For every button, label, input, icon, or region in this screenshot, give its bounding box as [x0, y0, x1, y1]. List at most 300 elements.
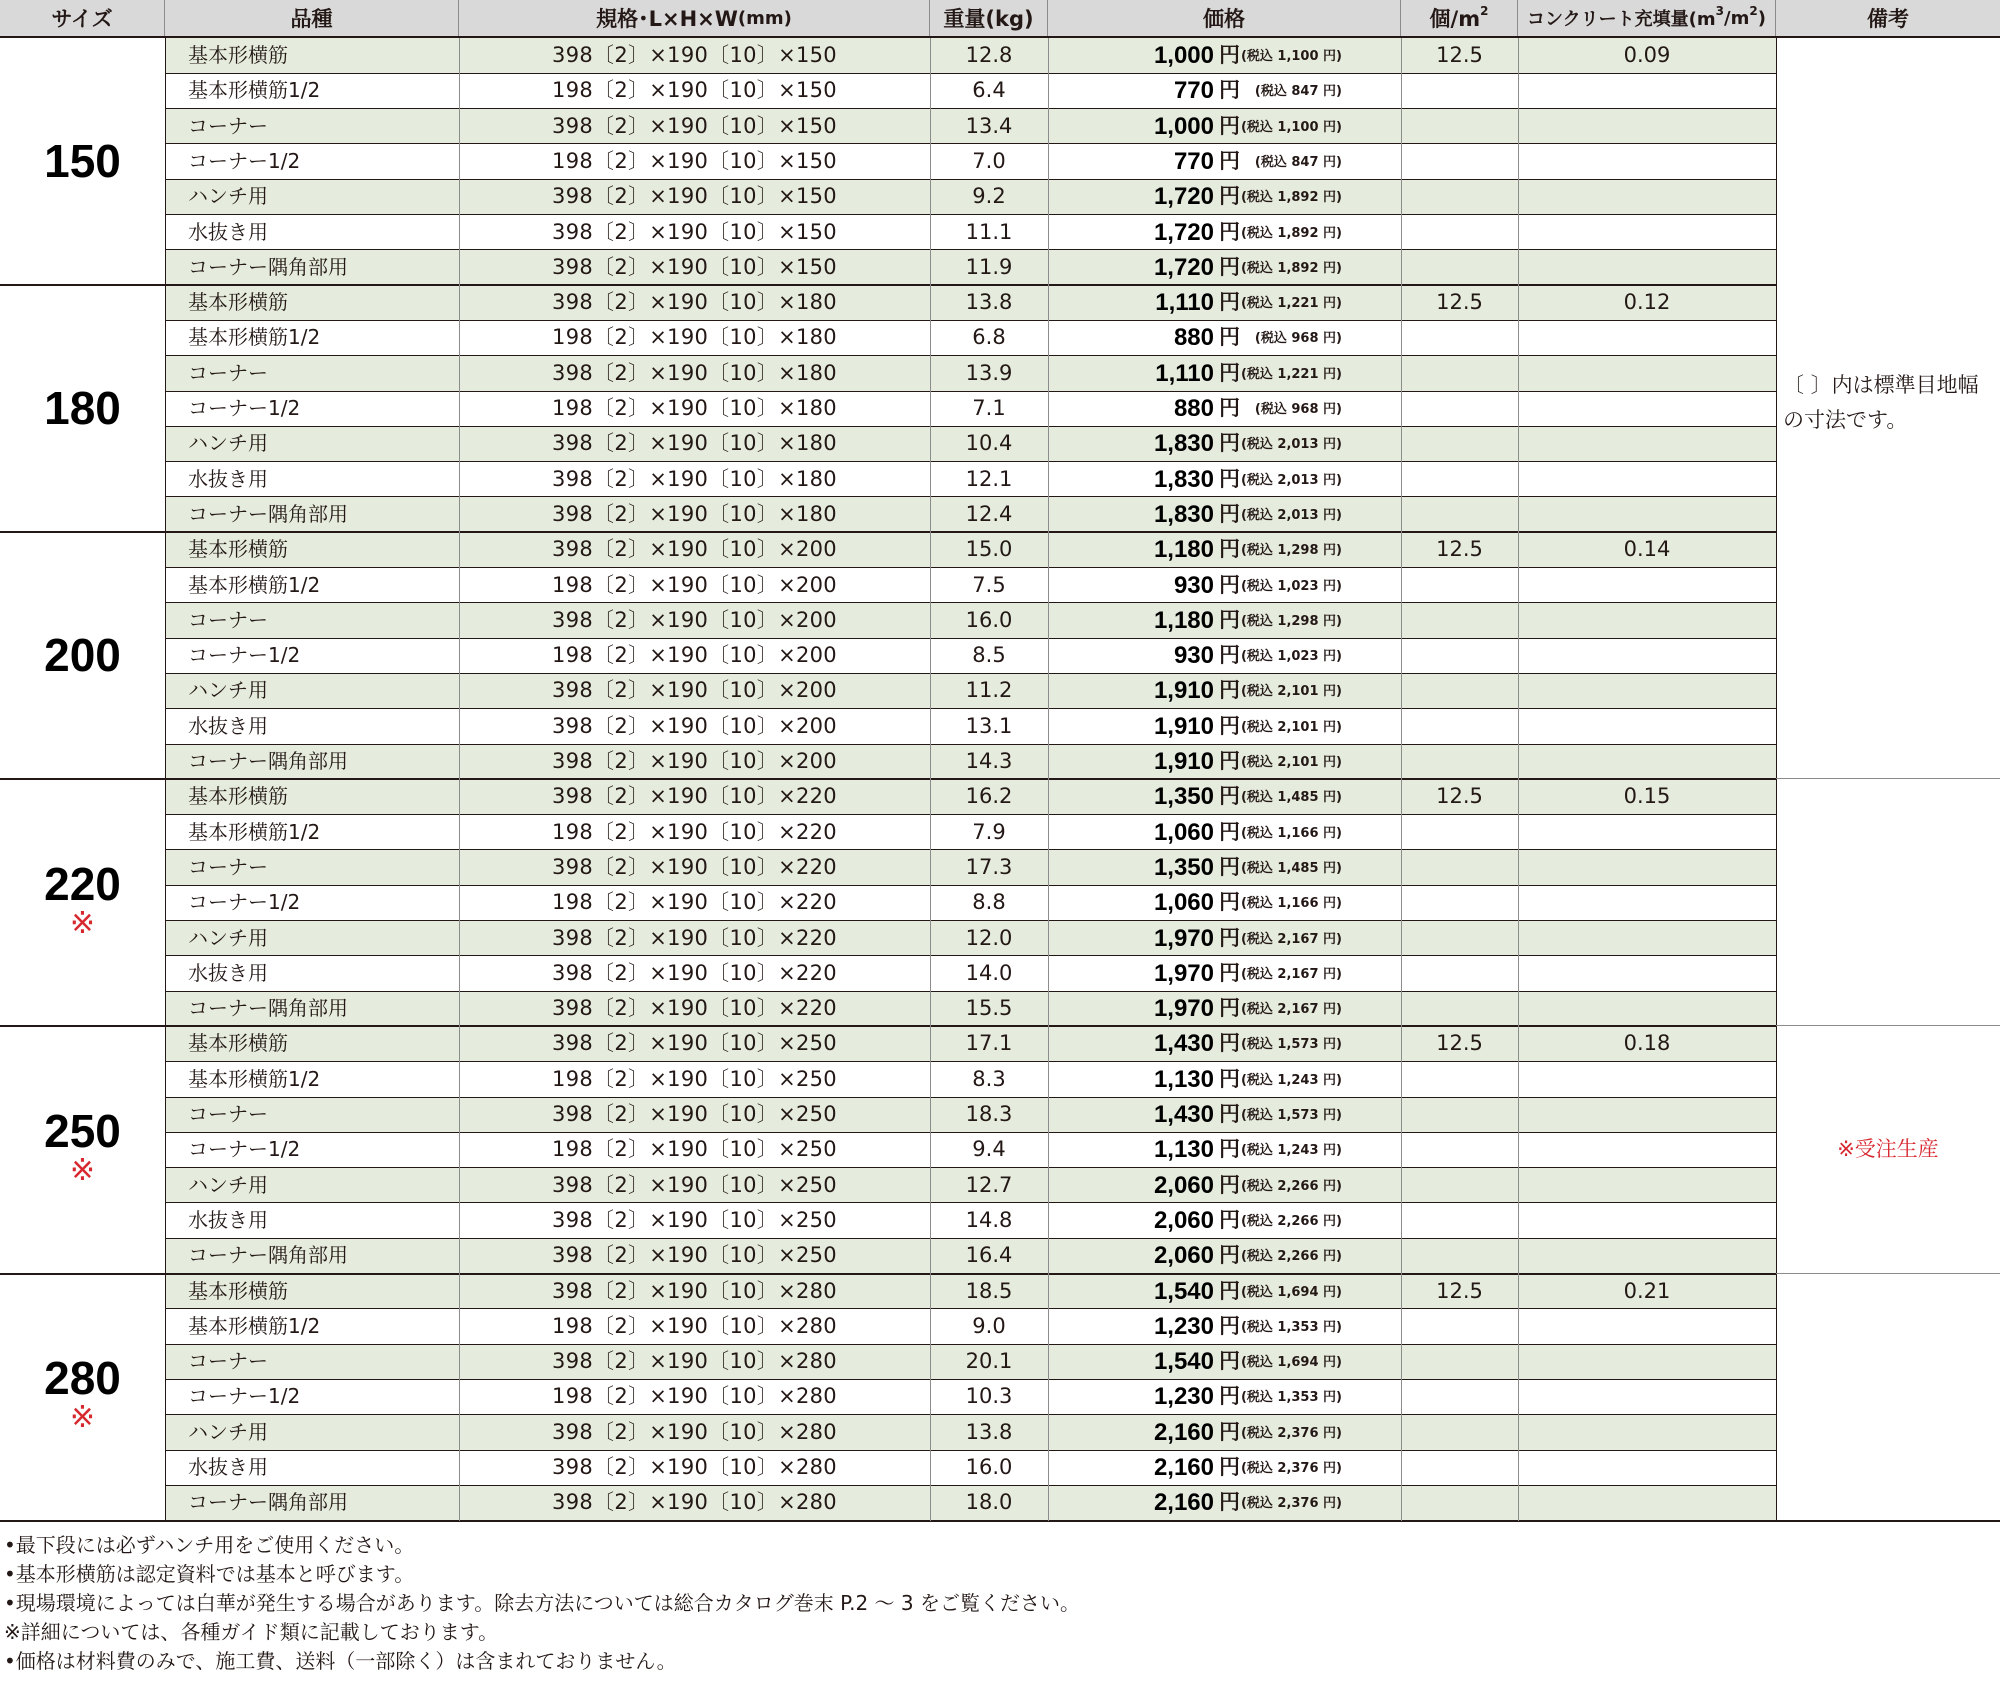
- item-name: コーナー隅角部用: [188, 501, 348, 526]
- item-price: 2,160: [1153, 1489, 1214, 1517]
- item-spec: 398〔2〕×190〔10〕×200: [552, 713, 837, 738]
- yen-label: 円: [1219, 1384, 1240, 1409]
- item-tax-price: (税込 1,166 円): [1240, 896, 1342, 912]
- yen-label: 円: [1219, 819, 1240, 844]
- item-weight: 10.3: [965, 1384, 1013, 1409]
- size-label: 150: [44, 134, 121, 187]
- item-price: 1,430: [1153, 1101, 1214, 1128]
- footnote: •現場環境によっては白華が発生する場合があります。除去方法については総合カタログ巻末 P.2 ～ 3 をご覧ください。: [4, 1591, 1080, 1615]
- item-tax-price: (税込 1,353 円): [1240, 1390, 1342, 1406]
- item-weight: 9.4: [972, 1137, 1006, 1162]
- item-tax-price: (税込 1,166 円): [1240, 825, 1342, 841]
- footnote: •価格は材料費のみで、施工費、送料（一部除く）は含まれておりません。: [4, 1649, 677, 1673]
- item-price: 1,910: [1153, 712, 1214, 740]
- item-weight: 14.3: [965, 749, 1013, 773]
- yen-label: 円: [1219, 996, 1240, 1021]
- yen-label: 円: [1219, 360, 1240, 385]
- item-name: コーナー隅角部用: [188, 1243, 348, 1268]
- item-spec: 398〔2〕×190〔10〕×280: [552, 1490, 837, 1515]
- item-weight: 16.2: [965, 784, 1013, 809]
- item-spec: 398〔2〕×190〔10〕×180: [552, 466, 837, 491]
- row-divider: [165, 1061, 1776, 1062]
- footnote: •最下段には必ずハンチ用をご使用ください。: [4, 1533, 415, 1557]
- row-divider: [165, 1485, 1776, 1486]
- item-tax-price: (税込 2,013 円): [1240, 472, 1342, 488]
- item-tax-price: (税込 2,376 円): [1240, 1496, 1342, 1512]
- item-tax-price: (税込 1,221 円): [1240, 296, 1342, 312]
- remarks-divider: [1776, 1273, 2000, 1274]
- yen-label: 円: [1219, 537, 1240, 562]
- item-tax-price: (税込 1,892 円): [1240, 260, 1342, 276]
- item-name: コーナー隅角部用: [188, 254, 348, 279]
- item-price: 2,060: [1153, 1206, 1214, 1234]
- item-tax-price: (税込 1,298 円): [1240, 613, 1342, 629]
- item-price: 1,230: [1153, 1383, 1214, 1411]
- item-weight: 13.8: [965, 290, 1013, 315]
- item-weight: 7.5: [972, 572, 1006, 597]
- item-name: コーナー隅角部用: [188, 996, 348, 1021]
- row-divider: [165, 108, 1776, 109]
- item-price: 1,970: [1153, 959, 1214, 987]
- row-divider: [165, 814, 1776, 815]
- row-divider: [165, 249, 1776, 250]
- remarks-divider: [1776, 1025, 2000, 1026]
- row-divider: [165, 320, 1776, 321]
- item-name: コーナー: [188, 1102, 268, 1126]
- item-price: 1,720: [1153, 253, 1214, 281]
- row-divider: [165, 1167, 1776, 1168]
- footnote: ※詳細については、各種ガイド類に記載しております。: [4, 1620, 499, 1644]
- column-divider: [930, 38, 931, 1521]
- row-divider: [165, 1097, 1776, 1098]
- item-name: 基本形横筋: [188, 537, 288, 562]
- item-name: コーナー隅角部用: [188, 749, 348, 773]
- item-tax-price: (税込 2,376 円): [1240, 1461, 1342, 1476]
- item-tax-price: (税込 1,573 円): [1240, 1037, 1342, 1053]
- yen-label: 円: [1219, 607, 1240, 632]
- item-spec: 398〔2〕×190〔10〕×180: [552, 290, 837, 315]
- item-name: コーナー1/2: [188, 396, 301, 420]
- item-spec: 198〔2〕×190〔10〕×250: [552, 1066, 837, 1091]
- item-spec: 398〔2〕×190〔10〕×150: [552, 43, 837, 67]
- item-weight: 9.0: [972, 1313, 1006, 1338]
- item-name: コーナー: [188, 854, 268, 879]
- row-divider: [165, 461, 1776, 462]
- item-weight: 7.9: [972, 819, 1006, 844]
- item-name: 基本形横筋1/2: [188, 78, 321, 103]
- concrete-fill-value: 0.12: [1623, 290, 1671, 315]
- item-spec: 398〔2〕×190〔10〕×150: [552, 184, 837, 209]
- item-name: ハンチ用: [188, 184, 268, 209]
- column-divider: [1401, 38, 1402, 1521]
- item-spec: 198〔2〕×190〔10〕×150: [552, 78, 837, 103]
- item-spec: 398〔2〕×190〔10〕×180: [552, 431, 837, 456]
- item-spec: 398〔2〕×190〔10〕×250: [552, 1207, 837, 1232]
- item-spec: 198〔2〕×190〔10〕×180: [552, 325, 837, 350]
- item-spec: 198〔2〕×190〔10〕×200: [552, 572, 837, 597]
- yen-label: 円: [1219, 1349, 1240, 1374]
- item-name: ハンチ用: [188, 678, 268, 703]
- item-price: 930: [1173, 571, 1214, 599]
- row-divider: [165, 1238, 1776, 1239]
- yen-label: 円: [1219, 431, 1240, 456]
- yen-label: 円: [1219, 148, 1240, 173]
- group-divider: [0, 1273, 1776, 1275]
- item-price: 1,350: [1153, 783, 1214, 811]
- yen-label: 円: [1219, 466, 1240, 491]
- item-weight: 11.2: [965, 678, 1013, 703]
- column-divider: [1518, 38, 1519, 1521]
- item-tax-price: (税込 2,266 円): [1240, 1213, 1342, 1229]
- item-weight: 20.1: [965, 1349, 1013, 1374]
- item-name: 基本形横筋1/2: [188, 572, 321, 597]
- row-divider: [165, 73, 1776, 74]
- yen-label: 円: [1219, 1172, 1240, 1197]
- item-name: 基本形横筋: [188, 784, 288, 809]
- item-name: ハンチ用: [188, 925, 268, 950]
- item-price: 1,540: [1153, 1277, 1214, 1305]
- made-to-order-mark: ※: [69, 1400, 96, 1436]
- item-tax-price: (税込 2,266 円): [1240, 1178, 1342, 1194]
- item-price: 1,540: [1153, 1348, 1214, 1376]
- item-weight: 16.0: [965, 607, 1013, 632]
- column-divider: [165, 38, 166, 1521]
- item-spec: 398〔2〕×190〔10〕×280: [552, 1349, 837, 1374]
- item-spec: 198〔2〕×190〔10〕×280: [552, 1313, 837, 1338]
- size-label: 180: [44, 381, 121, 434]
- item-tax-price: (税込 1,694 円): [1240, 1355, 1342, 1371]
- item-price: 770: [1173, 147, 1214, 175]
- item-weight: 12.7: [965, 1172, 1013, 1197]
- item-weight: 12.4: [965, 501, 1013, 526]
- item-price: 1,830: [1153, 500, 1214, 528]
- item-tax-price: (税込 2,167 円): [1240, 966, 1342, 982]
- item-spec: 198〔2〕×190〔10〕×220: [552, 890, 837, 915]
- item-weight: 16.0: [965, 1455, 1013, 1479]
- concrete-fill-value: 0.15: [1623, 784, 1671, 809]
- item-name: 水抜き用: [188, 713, 268, 738]
- row-divider: [165, 849, 1776, 850]
- item-spec: 398〔2〕×190〔10〕×180: [552, 501, 837, 526]
- item-weight: 12.1: [965, 466, 1013, 491]
- item-name: 基本形横筋: [188, 1031, 288, 1056]
- item-weight: 8.5: [972, 643, 1006, 668]
- item-weight: 11.1: [965, 219, 1013, 244]
- per-m2-value: 12.5: [1436, 784, 1483, 809]
- made-to-order-mark: ※: [69, 905, 96, 941]
- yen-label: 円: [1219, 1455, 1240, 1479]
- yen-label: 円: [1219, 749, 1240, 773]
- row-divider: [165, 391, 1776, 392]
- item-name: ハンチ用: [188, 431, 268, 456]
- item-spec: 398〔2〕×190〔10〕×220: [552, 784, 837, 809]
- item-price: 1,830: [1153, 465, 1214, 493]
- item-tax-price: (税込 2,101 円): [1240, 684, 1342, 700]
- item-price: 1,110: [1155, 289, 1214, 317]
- item-tax-price: (税込 1,353 円): [1240, 1319, 1342, 1335]
- item-weight: 7.0: [972, 148, 1006, 173]
- item-price: 1,060: [1153, 889, 1214, 917]
- item-tax-price: (税込 847 円): [1254, 154, 1342, 170]
- row-divider: [165, 955, 1776, 956]
- yen-label: 円: [1219, 1278, 1240, 1303]
- item-name: 基本形横筋: [188, 43, 288, 67]
- item-price: 1,180: [1153, 606, 1214, 634]
- item-name: 基本形横筋1/2: [188, 1313, 321, 1338]
- row-divider: [165, 426, 1776, 427]
- item-tax-price: (税込 1,892 円): [1240, 225, 1342, 241]
- row-divider: [165, 1414, 1776, 1415]
- item-price: 1,970: [1153, 924, 1214, 952]
- item-tax-price: (税込 2,266 円): [1240, 1249, 1342, 1265]
- item-tax-price: (税込 2,167 円): [1240, 931, 1342, 947]
- item-tax-price: (税込 1,892 円): [1240, 190, 1342, 206]
- item-price: 1,000: [1153, 112, 1214, 140]
- item-name: コーナー: [188, 113, 268, 138]
- row-divider: [165, 602, 1776, 603]
- per-m2-value: 12.5: [1436, 43, 1483, 67]
- yen-label: 円: [1219, 713, 1240, 738]
- item-spec: 198〔2〕×190〔10〕×280: [552, 1384, 837, 1409]
- item-weight: 13.4: [965, 113, 1013, 138]
- item-price: 1,830: [1153, 430, 1214, 458]
- item-spec: 198〔2〕×190〔10〕×150: [552, 148, 837, 173]
- item-spec: 198〔2〕×190〔10〕×200: [552, 643, 837, 668]
- item-weight: 8.8: [972, 890, 1006, 915]
- item-weight: 18.3: [965, 1102, 1013, 1126]
- group-divider: [0, 531, 1776, 533]
- row-divider: [165, 496, 1776, 497]
- item-name: コーナー1/2: [188, 1137, 301, 1162]
- item-name: ハンチ用: [188, 1172, 268, 1197]
- item-name: 水抜き用: [188, 466, 268, 491]
- header-price: 価格: [1048, 0, 1401, 36]
- item-price: 1,130: [1153, 1136, 1214, 1164]
- yen-label: 円: [1219, 290, 1240, 315]
- item-tax-price: (税込 1,243 円): [1240, 1072, 1342, 1088]
- group-divider: [0, 284, 1776, 286]
- concrete-fill-value: 0.21: [1623, 1278, 1671, 1303]
- item-weight: 14.8: [965, 1207, 1013, 1232]
- yen-label: 円: [1219, 1137, 1240, 1162]
- item-tax-price: (税込 2,376 円): [1240, 1425, 1342, 1441]
- item-price: 1,720: [1153, 183, 1214, 211]
- item-weight: 18.5: [965, 1278, 1013, 1303]
- size-label: 200: [44, 628, 121, 681]
- yen-label: 円: [1219, 1031, 1240, 1056]
- item-spec: 398〔2〕×190〔10〕×150: [552, 219, 837, 244]
- remarks-bracket-note: 〔 〕内は標準目地幅の寸法です。: [1783, 373, 1979, 432]
- row-divider: [165, 708, 1776, 709]
- item-spec: 398〔2〕×190〔10〕×250: [552, 1031, 837, 1056]
- row-divider: [165, 1308, 1776, 1309]
- column-divider: [459, 38, 460, 1521]
- yen-label: 円: [1219, 254, 1240, 279]
- item-spec: 198〔2〕×190〔10〕×220: [552, 819, 837, 844]
- item-spec: 398〔2〕×190〔10〕×220: [552, 996, 837, 1021]
- header-remarks: 備考: [1776, 0, 2000, 36]
- item-name: コーナー1/2: [188, 1384, 301, 1409]
- item-tax-price: (税込 1,485 円): [1240, 790, 1342, 806]
- concrete-fill-value: 0.09: [1623, 43, 1671, 67]
- item-weight: 12.8: [965, 43, 1013, 67]
- item-tax-price: (税込 1,100 円): [1240, 49, 1342, 64]
- item-price: 1,230: [1153, 1312, 1214, 1340]
- item-weight: 6.4: [972, 78, 1006, 103]
- yen-label: 円: [1219, 643, 1240, 668]
- per-m2-value: 12.5: [1436, 1031, 1483, 1056]
- item-spec: 198〔2〕×190〔10〕×180: [552, 396, 837, 420]
- item-price: 2,060: [1153, 1242, 1214, 1270]
- row-divider: [165, 638, 1776, 639]
- item-price: 1,430: [1153, 1030, 1214, 1058]
- row-divider: [165, 567, 1776, 568]
- item-name: 水抜き用: [188, 1207, 268, 1232]
- item-spec: 398〔2〕×190〔10〕×280: [552, 1419, 837, 1444]
- row-divider: [165, 143, 1776, 144]
- item-name: コーナー1/2: [188, 643, 301, 668]
- item-price: 1,970: [1153, 995, 1214, 1023]
- per-m2-value: 12.5: [1436, 1278, 1483, 1303]
- item-tax-price: (税込 1,243 円): [1240, 1143, 1342, 1159]
- item-name: 水抜き用: [188, 1455, 268, 1479]
- footnote: •基本形横筋は認定資料では基本と呼びます。: [4, 1562, 415, 1586]
- row-divider: [165, 920, 1776, 921]
- item-price: 2,160: [1153, 1418, 1214, 1446]
- item-name: 基本形横筋: [188, 1278, 288, 1303]
- item-price: 1,720: [1153, 218, 1214, 246]
- yen-label: 円: [1219, 396, 1240, 420]
- yen-label: 円: [1219, 784, 1240, 809]
- item-price: 1,110: [1155, 359, 1214, 387]
- item-weight: 12.0: [965, 925, 1013, 950]
- yen-label: 円: [1219, 925, 1240, 950]
- item-price: 1,130: [1153, 1065, 1214, 1093]
- item-name: 基本形横筋: [188, 290, 288, 315]
- yen-label: 円: [1219, 78, 1240, 103]
- item-spec: 398〔2〕×190〔10〕×200: [552, 678, 837, 703]
- item-weight: 6.8: [972, 325, 1006, 350]
- item-tax-price: (税込 2,101 円): [1240, 755, 1342, 770]
- yen-label: 円: [1219, 890, 1240, 915]
- column-divider: [1048, 38, 1049, 1521]
- header-spec: 規格･L×H×W (mm): [459, 0, 930, 36]
- yen-label: 円: [1219, 572, 1240, 597]
- item-price: 1,180: [1153, 536, 1214, 564]
- item-spec: 398〔2〕×190〔10〕×200: [552, 749, 837, 773]
- item-price: 2,060: [1153, 1171, 1214, 1199]
- header-per-m2: 個/m $^2$: [1401, 0, 1518, 36]
- item-tax-price: (税込 2,013 円): [1240, 437, 1342, 453]
- yen-label: 円: [1219, 184, 1240, 209]
- item-spec: 398〔2〕×190〔10〕×280: [552, 1278, 837, 1303]
- item-price: 1,000: [1153, 42, 1214, 69]
- item-name: コーナー1/2: [188, 890, 301, 915]
- item-tax-price: (税込 847 円): [1254, 84, 1342, 100]
- row-divider: [165, 1344, 1776, 1345]
- header-size: サイズ: [0, 0, 165, 36]
- item-spec: 398〔2〕×190〔10〕×220: [552, 925, 837, 950]
- item-tax-price: (税込 1,485 円): [1240, 860, 1342, 876]
- item-spec: 398〔2〕×190〔10〕×250: [552, 1243, 837, 1268]
- item-spec: 398〔2〕×190〔10〕×250: [552, 1102, 837, 1126]
- per-m2-value: 12.5: [1436, 537, 1483, 562]
- yen-label: 円: [1219, 1102, 1240, 1126]
- item-weight: 9.2: [972, 184, 1006, 209]
- item-name: 水抜き用: [188, 219, 268, 244]
- header-weight: 重量(kg): [930, 0, 1048, 36]
- item-price: 880: [1173, 324, 1214, 352]
- item-price: 770: [1173, 77, 1214, 105]
- item-spec: 398〔2〕×190〔10〕×200: [552, 537, 837, 562]
- item-weight: 18.0: [965, 1490, 1013, 1515]
- yen-label: 円: [1219, 678, 1240, 703]
- item-spec: 398〔2〕×190〔10〕×180: [552, 360, 837, 385]
- item-tax-price: (税込 2,167 円): [1240, 1002, 1342, 1018]
- yen-label: 円: [1219, 325, 1240, 350]
- item-weight: 7.1: [972, 396, 1006, 420]
- item-name: コーナー: [188, 607, 268, 632]
- item-tax-price: (税込 1,100 円): [1240, 119, 1342, 135]
- item-tax-price: (税込 2,013 円): [1240, 507, 1342, 523]
- row-divider: [165, 673, 1776, 674]
- size-label: 220: [44, 857, 121, 910]
- header-concrete-fill: コンクリート充填量(m $^3$ /m $^2$ ): [1518, 0, 1776, 36]
- row-divider: [165, 1132, 1776, 1133]
- item-name: 基本形横筋1/2: [188, 819, 321, 844]
- item-weight: 14.0: [965, 960, 1013, 985]
- yen-label: 円: [1219, 854, 1240, 879]
- row-divider: [165, 1379, 1776, 1380]
- concrete-fill-value: 0.18: [1623, 1031, 1671, 1056]
- item-tax-price: (税込 1,023 円): [1240, 649, 1342, 665]
- item-spec: 398〔2〕×190〔10〕×250: [552, 1172, 837, 1197]
- size-label: 250: [44, 1104, 121, 1157]
- yen-label: 円: [1219, 1066, 1240, 1091]
- yen-label: 円: [1219, 960, 1240, 985]
- yen-label: 円: [1219, 1207, 1240, 1232]
- item-price: 930: [1173, 642, 1214, 670]
- item-spec: 398〔2〕×190〔10〕×280: [552, 1455, 837, 1479]
- group-divider: [0, 1025, 1776, 1027]
- item-name: コーナー: [188, 360, 268, 385]
- yen-label: 円: [1219, 1313, 1240, 1338]
- item-spec: 398〔2〕×190〔10〕×150: [552, 254, 837, 279]
- remarks-order-note: ※受注生産: [1837, 1137, 1939, 1161]
- item-weight: 8.3: [972, 1066, 1006, 1091]
- header-item: 品種: [165, 0, 459, 36]
- item-weight: 13.9: [965, 360, 1013, 385]
- item-tax-price: (税込 968 円): [1254, 331, 1342, 347]
- row-divider: [165, 1450, 1776, 1451]
- item-weight: 10.4: [965, 431, 1013, 456]
- group-divider: [0, 778, 1776, 780]
- row-divider: [165, 1202, 1776, 1203]
- made-to-order-mark: ※: [69, 1152, 96, 1188]
- item-weight: 16.4: [965, 1243, 1013, 1268]
- column-divider: [1776, 38, 1777, 1521]
- yen-label: 円: [1219, 1490, 1240, 1515]
- row-divider: [165, 214, 1776, 215]
- item-name: 基本形横筋1/2: [188, 325, 321, 350]
- yen-label: 円: [1219, 1419, 1240, 1444]
- yen-label: 円: [1219, 43, 1240, 67]
- item-weight: 13.1: [965, 713, 1013, 738]
- item-tax-price: (税込 1,298 円): [1240, 543, 1342, 559]
- item-price: 1,910: [1153, 748, 1214, 775]
- row-divider: [165, 744, 1776, 745]
- item-price: 1,910: [1153, 677, 1214, 705]
